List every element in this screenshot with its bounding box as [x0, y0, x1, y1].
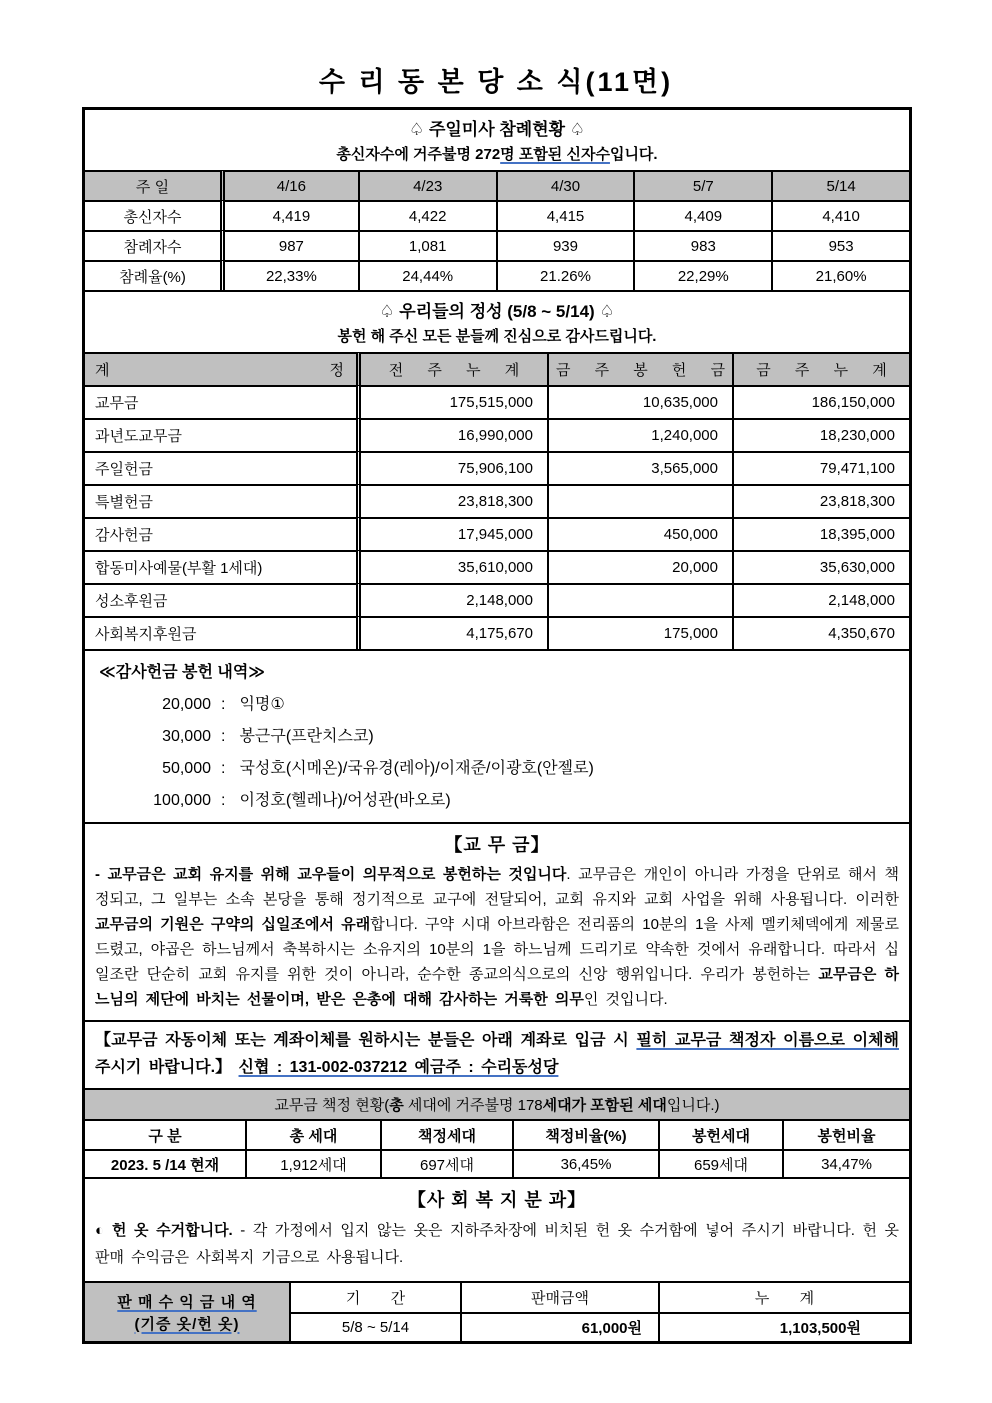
- gyomugeum-section: [85, 822, 909, 1020]
- offering-prev-total: 75,906,100: [356, 451, 547, 484]
- thanks-detail-title: ≪감사헌금 봉헌 내역≫: [99, 664, 266, 681]
- sales-header-amount: 판매금액: [460, 1283, 658, 1312]
- attendance-header-cell: 5/14: [771, 170, 909, 200]
- assessment-header-cell: 책정비율(%): [512, 1121, 658, 1149]
- offerings-header-week: 금 주 봉 헌 금: [547, 352, 732, 385]
- thanks-colon: :: [221, 728, 226, 745]
- thanks-detail-section: [85, 649, 909, 822]
- offering-prev-total: 4,175,670: [356, 616, 547, 649]
- thanks-colon: :: [221, 760, 226, 777]
- assessment-header-cell: 봉헌세대: [658, 1121, 782, 1149]
- offering-week-total: 186,150,000: [732, 385, 909, 418]
- assessment-table: [85, 1121, 909, 1177]
- offerings-header-week-total: 금 주 누 계: [732, 352, 909, 385]
- sales-label-line2: (기증 옷/헌 옷): [134, 1315, 240, 1333]
- sales-table: [85, 1283, 909, 1341]
- attendance-cell: 983: [633, 230, 771, 260]
- offering-prev-total: 17,945,000: [356, 517, 547, 550]
- text-segment: 총: [389, 1097, 404, 1114]
- offering-row-label: 성소후원금: [85, 583, 356, 616]
- attendance-header-cell: 4/16: [220, 170, 358, 200]
- offering-row-label: 감사헌금: [85, 517, 356, 550]
- text-segment: 교무금의 기원은 구약의 십일조에서 유래: [95, 916, 371, 933]
- attendance-cell: 22,33%: [220, 260, 358, 290]
- offerings-header-account: [85, 352, 356, 385]
- attendance-cell: 4,422: [358, 200, 496, 230]
- offering-week-amount: [547, 583, 732, 616]
- assessment-cell: 1,912세대: [245, 1149, 380, 1177]
- assessment-cell: 36,45%: [512, 1149, 658, 1177]
- offering-week-amount: 10,635,000: [547, 385, 732, 418]
- offering-week-total: 4,350,670: [732, 616, 909, 649]
- attendance-cell: 22,29%: [633, 260, 771, 290]
- assessment-cell: 34,47%: [782, 1149, 909, 1177]
- text-segment: 세대가 포함된 세대: [542, 1097, 667, 1114]
- transfer-notice-section: [85, 1020, 909, 1088]
- attendance-header-cell: 4/30: [496, 170, 634, 200]
- transfer-notice-paragraph: [95, 1027, 899, 1081]
- text-segment: 입니다.): [666, 1097, 720, 1114]
- offering-row-label: 주일헌금: [85, 451, 356, 484]
- offering-prev-total: 16,990,000: [356, 418, 547, 451]
- offerings-subtitle: 봉헌 해 주신 모든 분들께 진심으로 감사드립니다.: [337, 328, 657, 345]
- offering-week-amount: [547, 484, 732, 517]
- attendance-row-label: 참례자수: [85, 230, 220, 260]
- assessment-date-cell: 2023. 5 /14 현재: [85, 1149, 245, 1177]
- thanks-amount: 100,000: [153, 792, 211, 809]
- thanks-colon: :: [221, 696, 226, 713]
- offering-row-label: 교무금: [85, 385, 356, 418]
- assessment-header-cell: 봉헌비율: [782, 1121, 909, 1149]
- welfare-heading: 【사 회 복 지 분 과】: [407, 1190, 587, 1210]
- offerings-table: [85, 352, 909, 649]
- text-segment: -: [95, 866, 108, 883]
- offerings-title-block: [85, 292, 909, 352]
- assessment-header-cell: 총 세대: [245, 1121, 380, 1149]
- offering-week-amount: 1,240,000: [547, 418, 732, 451]
- thanks-names: 익명①: [239, 696, 285, 713]
- sales-label-cell: [85, 1283, 289, 1341]
- offerings-header-account-right: 정: [329, 362, 344, 379]
- attendance-cell: 24,44%: [358, 260, 496, 290]
- mass-attendance-title-block: [85, 110, 909, 170]
- offering-prev-total: 23,818,300: [356, 484, 547, 517]
- assessment-section: [85, 1088, 909, 1177]
- offering-week-amount: 3,565,000: [547, 451, 732, 484]
- sales-header-period: 기 간: [289, 1283, 460, 1312]
- text-segment: 총신자수에 거주불명 272: [336, 146, 501, 163]
- offering-week-total: 35,630,000: [732, 550, 909, 583]
- offering-week-amount: 20,000: [547, 550, 732, 583]
- attendance-header-cell: 5/7: [633, 170, 771, 200]
- offering-week-total: 2,148,000: [732, 583, 909, 616]
- gyomugeum-paragraph: [95, 862, 899, 1012]
- assessment-header-cell: 책정세대: [380, 1121, 512, 1149]
- sales-section: [85, 1281, 909, 1341]
- text-segment: . 교무금은 개인이 아니라 가정을 단위로 해서 책정되고, 그 일부는 소속 본당을 통해 정기적으로 교구에 전달되어, 교회 유지와 교회 사업을 위해 사용됩니다. 이러한: [95, 866, 899, 908]
- text-segment: 신협 : 131-002-037212 예금주 : 수리동성당: [238, 1059, 559, 1076]
- mass-attendance-section: [85, 110, 909, 290]
- welfare-section: [85, 1177, 909, 1281]
- gyomugeum-heading: 【교 무 금】: [444, 835, 550, 855]
- offering-week-total: 23,818,300: [732, 484, 909, 517]
- attendance-cell: 953: [771, 230, 909, 260]
- offering-row-label: 사회복지후원금: [85, 616, 356, 649]
- text-segment: 교무금 책정 현황(: [274, 1097, 390, 1114]
- list-item: [99, 755, 895, 778]
- offering-row-label: 특별헌금: [85, 484, 356, 517]
- attendance-row-label: 참례율(%): [85, 260, 220, 290]
- attendance-cell: 1,081: [358, 230, 496, 260]
- offering-week-amount: 450,000: [547, 517, 732, 550]
- attendance-cell: 4,419: [220, 200, 358, 230]
- text-segment: ◐ 헌 옷 수거합니다.: [95, 1222, 233, 1239]
- offering-row-label: 합동미사예물(부활 1세대): [85, 550, 356, 583]
- offering-week-total: 18,230,000: [732, 418, 909, 451]
- text-segment: - 각 가정에서 입지 않는 옷은 지하주차장에 비치된 헌 옷 수거함에 넣어 주시기 바랍니다. 헌 옷 판매 수익금은 사회복지 기금으로 사용됩니다.: [95, 1222, 899, 1266]
- sales-label-line1: 판 매 수 익 금 내 역: [117, 1293, 257, 1311]
- text-segment: 【교무금 자동이체 또는 계좌이체를 원하시는 분들은 아래 계좌로 입금 시: [95, 1032, 637, 1049]
- offering-row-label: 과년도교무금: [85, 418, 356, 451]
- sales-total: 1,103,500원: [658, 1312, 909, 1341]
- assessment-cell: 659세대: [658, 1149, 782, 1177]
- offerings-title: ♤ 우리들의 정성 (5/8 ~ 5/14) ♤: [379, 302, 615, 321]
- list-item: [99, 723, 895, 746]
- offerings-header-prev-total: 전 주 누 계: [356, 352, 547, 385]
- offering-prev-total: 2,148,000: [356, 583, 547, 616]
- thanks-amount: 50,000: [162, 760, 211, 777]
- sales-amount: 61,000원: [460, 1312, 658, 1341]
- mass-attendance-title: ♤ 주일미사 참례현황 ♤: [408, 120, 586, 139]
- offering-week-total: 18,395,000: [732, 517, 909, 550]
- text-segment: 세대에 거주불명 178: [403, 1097, 543, 1114]
- assessment-header-cell: 구 분: [148, 1127, 182, 1145]
- attendance-cell: 987: [220, 230, 358, 260]
- list-item: [99, 691, 895, 714]
- thanks-amount: 30,000: [162, 728, 211, 745]
- thanks-colon: :: [221, 792, 226, 809]
- assessment-title: [85, 1090, 909, 1121]
- attendance-cell: 4,409: [633, 200, 771, 230]
- attendance-cell: 4,415: [496, 200, 634, 230]
- sales-period: 5/8 ~ 5/14: [289, 1312, 460, 1341]
- text-segment: 필히 교무금 책정자 이름으로 이체해: [636, 1032, 899, 1049]
- thanks-amount: 20,000: [162, 696, 211, 713]
- thanks-names: 이정호(헬레나)/어성관(바오로): [239, 792, 451, 809]
- assessment-cell: 697세대: [380, 1149, 512, 1177]
- offering-week-total: 79,471,100: [732, 451, 909, 484]
- attendance-header-cell: 4/23: [358, 170, 496, 200]
- offering-prev-total: 175,515,000: [356, 385, 547, 418]
- newsletter-body: [82, 107, 912, 1344]
- text-segment: 인 것입니다.: [583, 991, 668, 1008]
- welfare-paragraph: [95, 1217, 899, 1271]
- text-segment: 명 포함된 신자수: [500, 146, 610, 163]
- attendance-row-label: 총신자수: [85, 200, 220, 230]
- attendance-cell: 21,60%: [771, 260, 909, 290]
- text-segment: 합니다. 구약 시대 아브라함은 전리품의 10분의 1을 사제 멜키체덱에게 제물로 드렸고, 야곱은 하느님께서 축복하시는 소유지의 10분의 1을 하느님께 드리기로 약속한 것에서 유래합니다. 따라서 십일조란 단순히 교회 유지를 위한 것이 아니라, 순수한 종교의식으로의 신앙 행위입니다. 우리가 봉헌하는: [95, 916, 899, 983]
- list-item: [99, 787, 895, 810]
- text-segment: 입니다.: [609, 146, 658, 163]
- mass-attendance-subtitle: [85, 143, 909, 164]
- attendance-cell: 21.26%: [496, 260, 634, 290]
- offerings-header-account-left: 계: [95, 362, 110, 379]
- thanks-names: 봉근구(프란치스코): [239, 728, 374, 745]
- thanks-names: 국성호(시메온)/국유경(레아)/이재준/이광호(안젤로): [239, 760, 594, 777]
- sales-header-total: 누 계: [658, 1283, 909, 1312]
- text-segment: 교무금은 교회 유지를 위해 교우들이 의무적으로 봉헌하는 것입니다: [107, 866, 567, 883]
- offering-prev-total: 35,610,000: [356, 550, 547, 583]
- offering-week-amount: 175,000: [547, 616, 732, 649]
- attendance-header-cell: 주 일: [85, 170, 220, 200]
- text-segment: 주시기 바랍니다.】: [95, 1059, 239, 1076]
- attendance-cell: 939: [496, 230, 634, 260]
- offerings-section: [85, 290, 909, 649]
- text-segment: 교무금은 하느님의 제단에 바치는 선물이며, 받은 은총에 대해 감사하는 거룩한 의무: [95, 966, 899, 1008]
- mass-attendance-table: [85, 170, 909, 290]
- page-title: 수 리 동 본 당 소 식(11면): [318, 67, 674, 97]
- attendance-cell: 4,410: [771, 200, 909, 230]
